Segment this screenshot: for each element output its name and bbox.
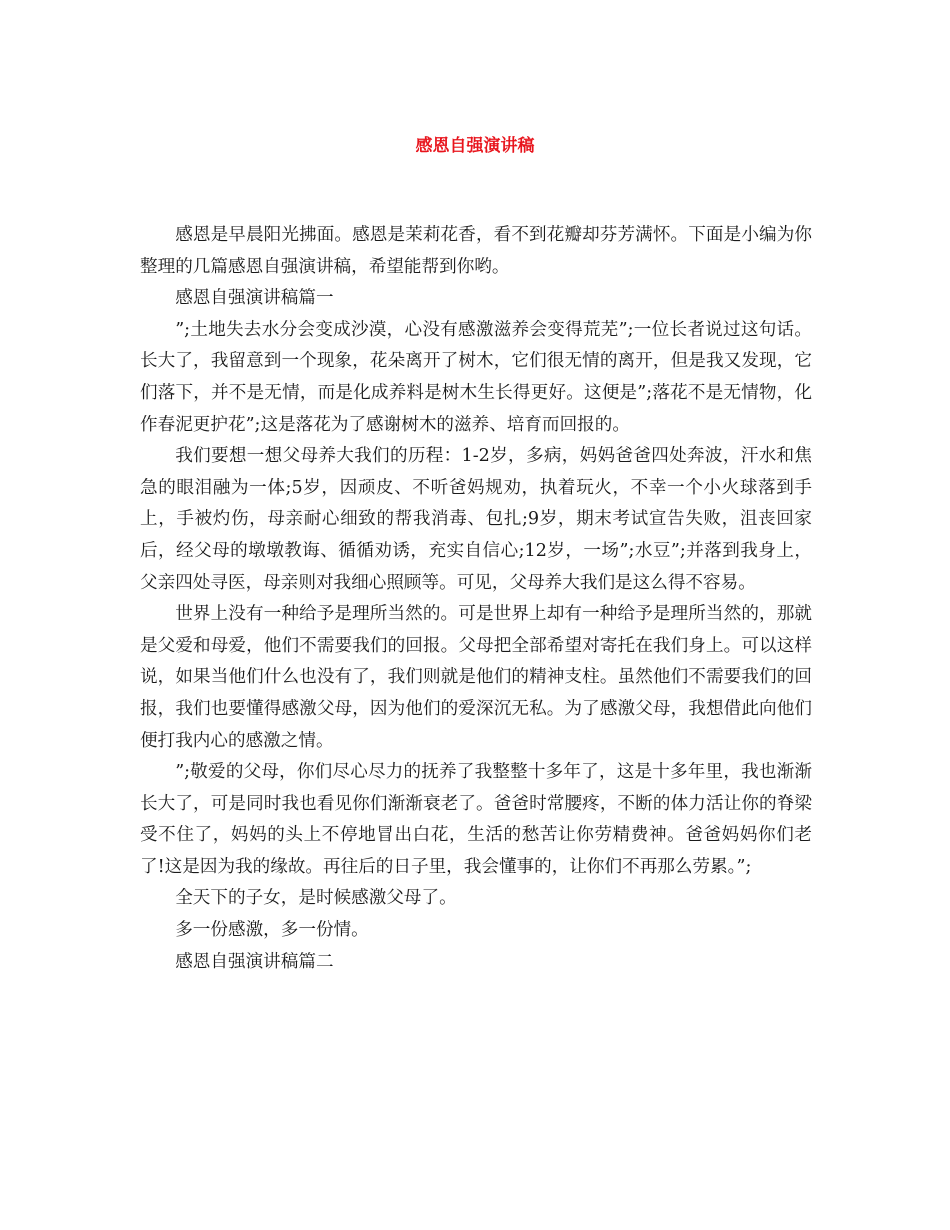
paragraph: 全天下的子女，是时候感激父母了。	[175, 888, 457, 909]
section-heading-one: 感恩自强演讲稿篇一	[175, 288, 334, 309]
paragraph: 世界上没有一种给予是理所当然的。可是世界上却有一种给予是理所当然的，那就是父爱和母爱，他们不需要我们的回报。父母把全部希望对寄托在我们身上。可以这样说，如果当他们什么也没有了，我们则就是他们的精神支柱。虽然他们不需要我们的回报，我们也要懂得感激父母，因为他们的爱深沉无私。为了感激父母，我想借此向他们便打我内心的感激之情。	[140, 604, 812, 751]
paragraph: ”;土地失去水分会变成沙漠，心没有感激滋养会变得荒芜”;一位长者说过这句话。长大了，我留意到一个现象，花朵离开了树木，它们很无情的离开，但是我又发现，它们落下，并不是无情，而是化成养料是树木生长得更好。这便是”;落花不是无情物，化作春泥更护花”;这是落花为了感谢树木的滋养、培育而回报的。	[140, 319, 812, 435]
paragraph: ”;敬爱的父母，你们尽心尽力的抚养了我整整十多年了，这是十多年里，我也渐渐长大了，可是同时我也看见你们渐渐衰老了。爸爸时常腰疼，不断的体力活让你的脊梁受不住了，妈妈的头上不停地冒出白花，生活的愁苦让你劳精费神。爸爸妈妈你们老了!这是因为我的缘故。再往后的日子里，我会懂事的，让你们不再那么劳累。”;	[140, 762, 812, 877]
page-title: 感恩自强演讲稿	[415, 136, 535, 157]
paragraph: 多一份感激，多一份情。	[175, 920, 369, 941]
paragraph: 我们要想一想父母养大我们的历程：1-2岁，多病，妈妈爸爸四处奔波，汗水和焦急的眼泪融为一体;5岁，因顽皮、不听爸妈规劝，执着玩火，不幸一个小火球落到手上，手被灼伤，母亲耐心细致的帮我消毒、包扎;9岁，期末考试宣告失败，沮丧回家后，经父母的墩墩教诲、循循劝诱，充实自信心;12岁，一场”;水豆”;并落到我身上，父亲四处寻医，母亲则对我细心照顾等。可见，父母养大我们是这么得不容易。	[140, 446, 812, 593]
paragraph-intro: 感恩是早晨阳光拂面。感恩是茉莉花香，看不到花瓣却芬芳满怀。下面是小编为你整理的几篇感恩自强演讲稿，希望能帮到你哟。	[140, 225, 812, 277]
section-heading-two: 感恩自强演讲稿篇二	[175, 951, 334, 972]
document-body	[140, 220, 812, 978]
